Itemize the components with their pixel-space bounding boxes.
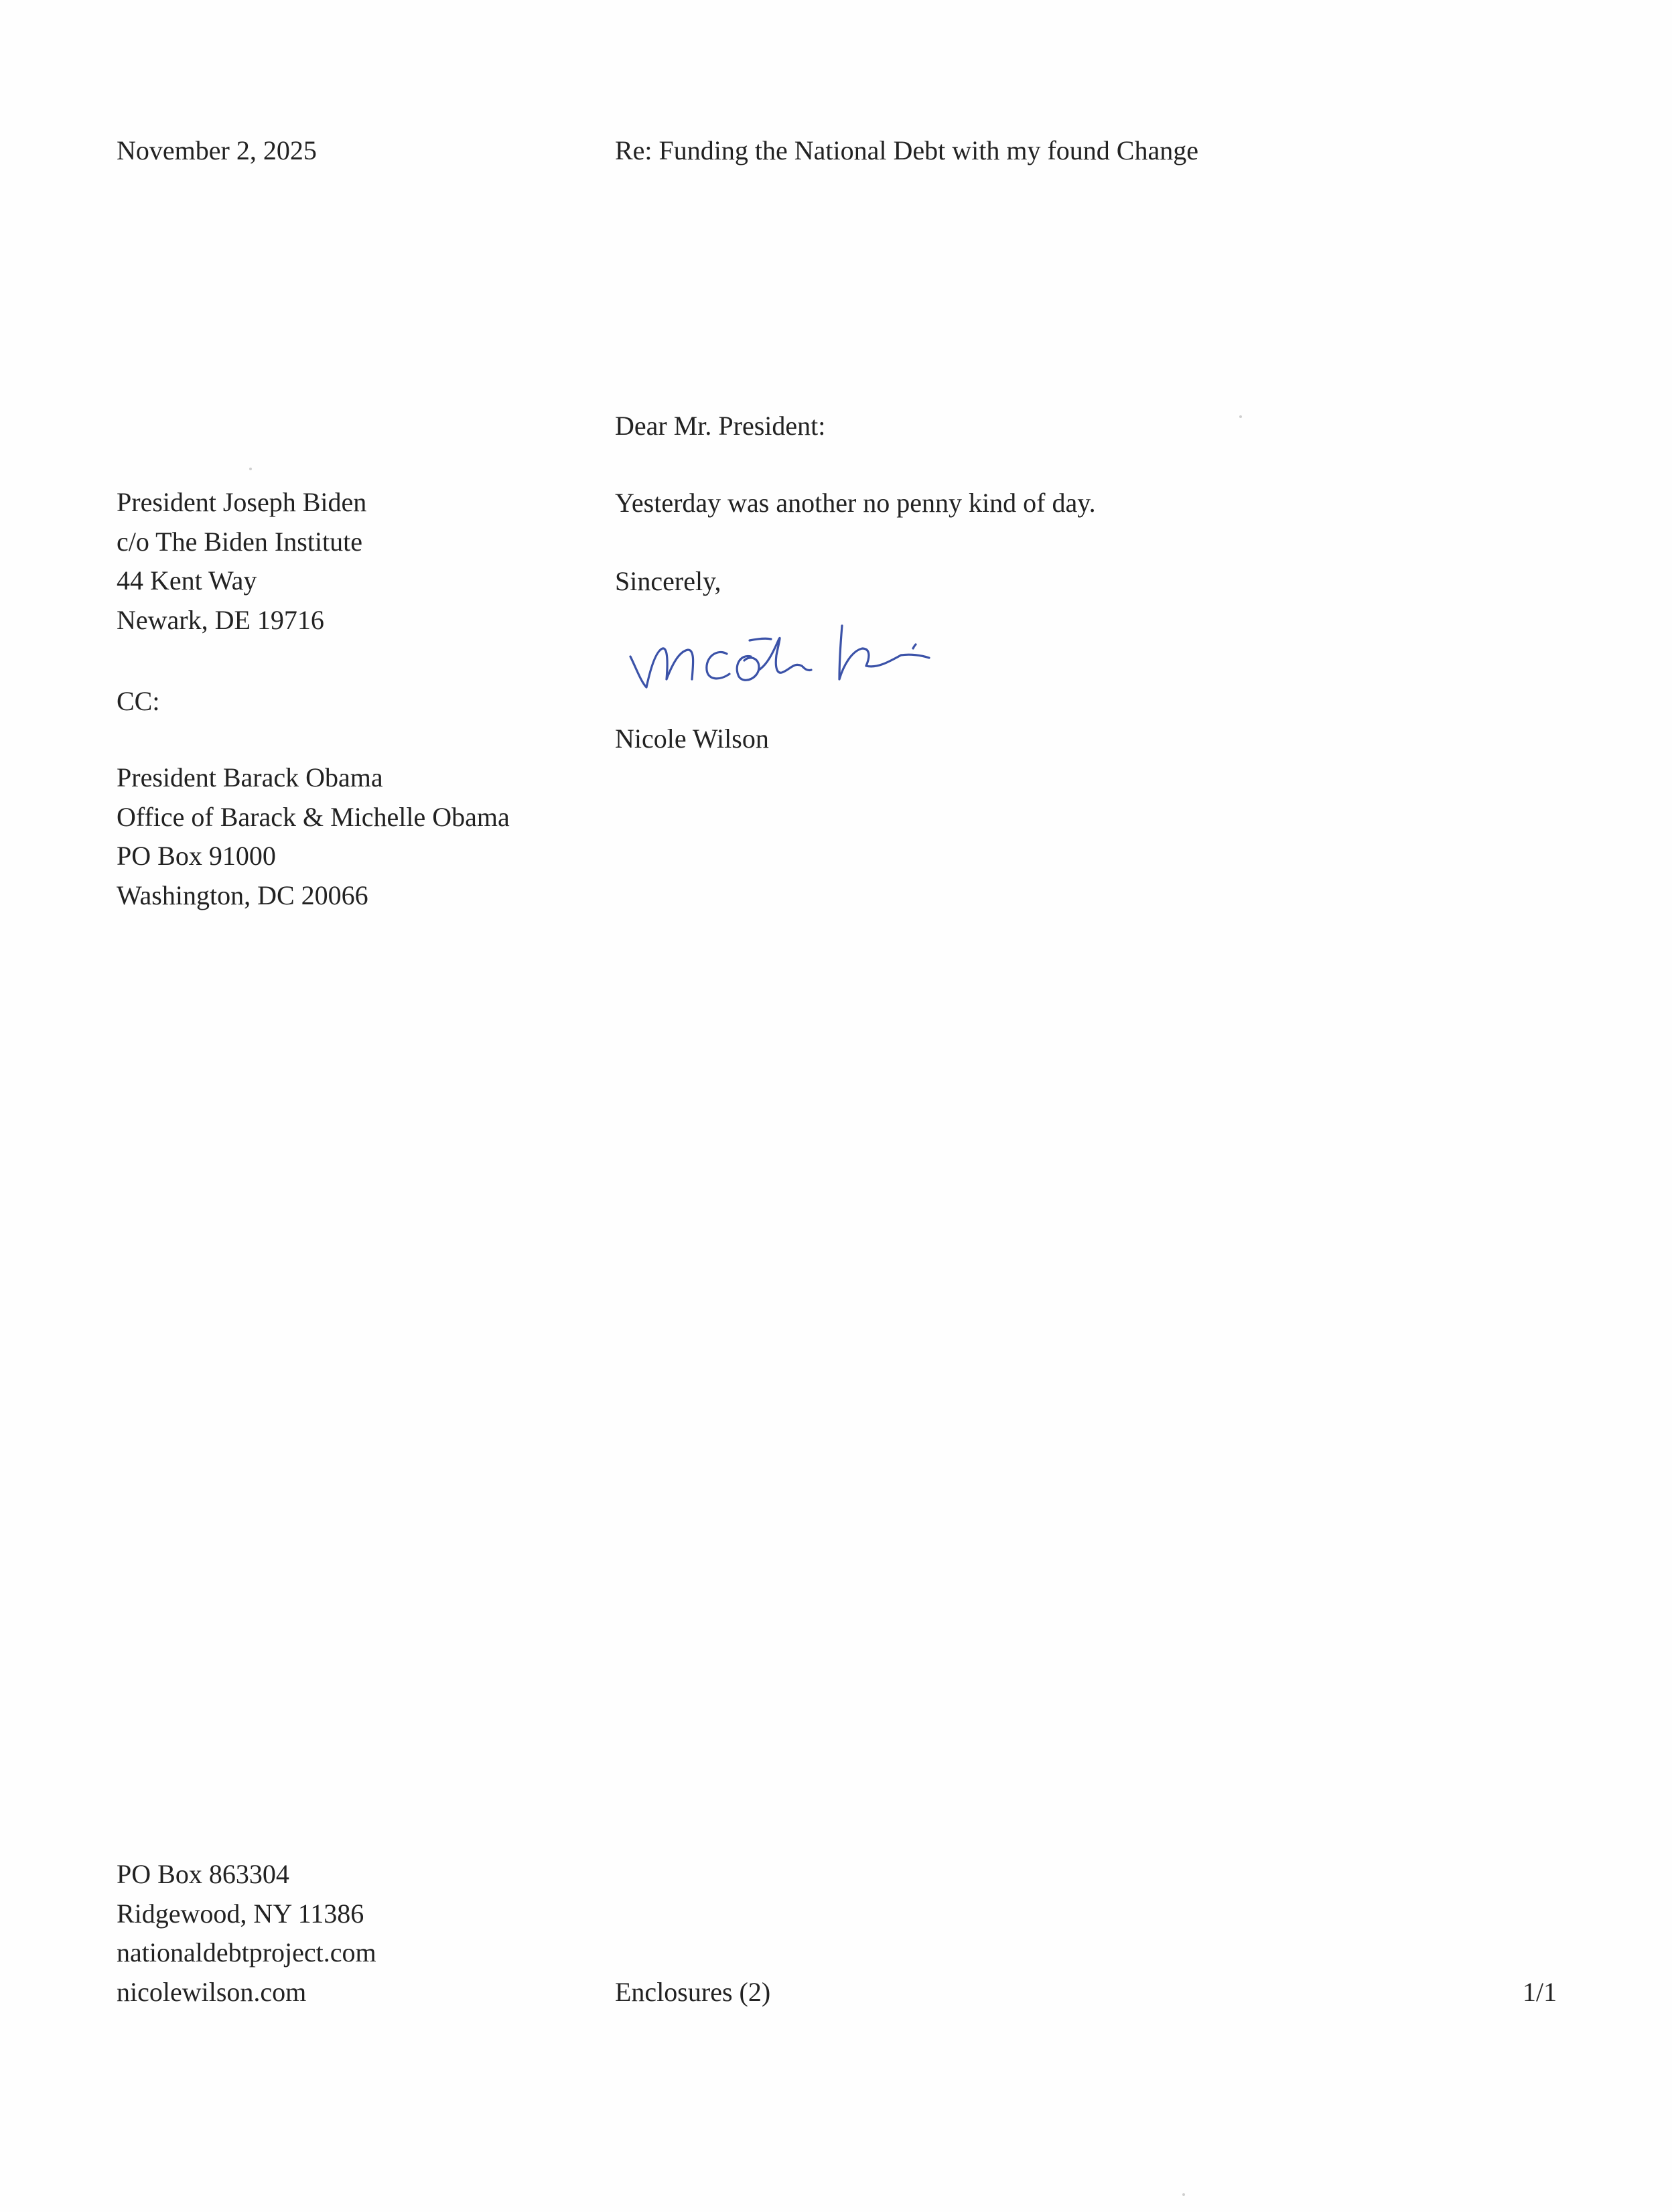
page-number: 1/1 [1523,1977,1557,2007]
letter-salutation: Dear Mr. President: [615,411,826,441]
cc-address [117,758,510,915]
sender-po-box: PO Box 863304 [117,1859,289,1889]
sender-city-state-zip: Ridgewood, NY 11386 [117,1898,364,1929]
cc-office: Office of Barack & Michelle Obama [117,801,510,832]
scan-speck [249,468,252,470]
sender-footer [117,1855,376,2012]
cc-label: CC: [117,686,160,716]
cc-po-box: PO Box 91000 [117,841,276,871]
letter-closing: Sincerely, [615,566,721,596]
handwritten-signature [626,615,941,702]
letter-subject: Re: Funding the National Debt with my found Change [615,135,1198,165]
recipient-name: President Joseph Biden [117,487,367,517]
enclosures-note: Enclosures (2) [615,1977,771,2007]
recipient-address [117,483,366,640]
recipient-street: 44 Kent Way [117,565,257,596]
letter-date: November 2, 2025 [117,135,317,165]
recipient-city-state-zip: Newark, DE 19716 [117,604,324,635]
cc-city-state-zip: Washington, DC 20066 [117,880,368,910]
signer-name: Nicole Wilson [615,723,769,754]
scan-speck [1239,415,1242,418]
sender-website-personal: nicolewilson.com [117,1976,307,2007]
cc-recipient-name: President Barack Obama [117,762,383,792]
scan-speck [1182,2193,1185,2196]
letter-body: Yesterday was another no penny kind of day. [615,488,1096,518]
sender-website-project: nationaldebtproject.com [117,1937,376,1967]
recipient-organization: c/o The Biden Institute [117,526,362,557]
